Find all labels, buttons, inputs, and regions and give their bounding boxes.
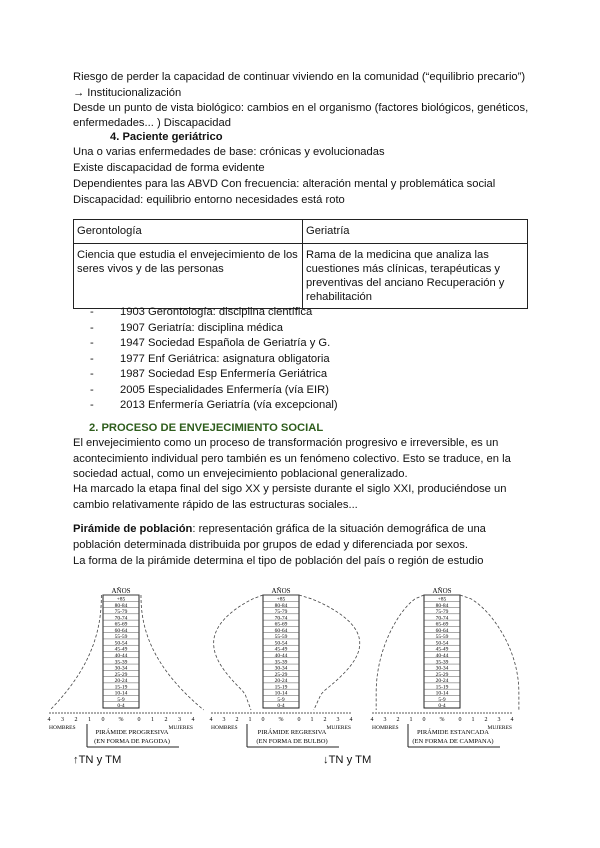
age-group-label: 5-9 xyxy=(117,696,125,703)
x-tick-label: 4 xyxy=(370,717,374,723)
age-group-label: 5-9 xyxy=(277,696,285,703)
axis-label-age: AÑOS xyxy=(111,587,131,595)
bullet-dash: - xyxy=(90,321,94,334)
text-line: Riesgo de perder la capacidad de continuar viviendo en la comunidad (“equilibrio precario”) xyxy=(73,71,526,83)
axis-label-age: AÑOS xyxy=(432,587,452,595)
age-group-label: 40-44 xyxy=(274,653,288,659)
age-group-label: 35-39 xyxy=(435,659,449,666)
age-group-label: 45-49 xyxy=(114,646,128,653)
pyramid-caption: PIRÁMIDE REGRESIVA xyxy=(257,729,327,736)
age-group-label: 70-74 xyxy=(114,615,128,622)
age-group-label: 35-39 xyxy=(274,659,288,666)
table-header: Geriatría xyxy=(303,220,528,244)
age-group-label: 20-24 xyxy=(274,678,288,685)
x-tick-label: 2 xyxy=(74,717,78,723)
age-group-label: 80-84 xyxy=(435,602,449,609)
age-group-label: 75-79 xyxy=(435,609,449,616)
age-group-label: 25-29 xyxy=(274,671,288,678)
timeline-item xyxy=(90,367,327,382)
x-tick-label: 3 xyxy=(336,717,340,723)
timeline-text: 1947 Sociedad Española de Geriatría y G. xyxy=(120,337,331,349)
text-line: → Institucionalización xyxy=(73,87,182,99)
x-tick-label: 1 xyxy=(409,717,413,723)
age-group-label: 50-54 xyxy=(274,640,288,647)
age-group-label: 10-14 xyxy=(114,690,128,697)
label-men: HOMBRES xyxy=(49,725,76,731)
timeline-text: 2013 Enfermería Geriatría (vía excepcional) xyxy=(120,399,338,411)
axis-label-age: AÑOS xyxy=(271,587,291,595)
trend-label: ↑TN y TM xyxy=(73,754,122,766)
section-heading: 4. Paciente geriátrico xyxy=(110,131,223,143)
population-curve-women xyxy=(299,595,360,710)
label-men: HOMBRES xyxy=(372,725,399,731)
age-group-label: 15-19 xyxy=(274,684,288,691)
population-curve-men xyxy=(376,595,424,710)
comparison-table xyxy=(73,219,528,309)
text-line: Desde un punto de vista biológico: cambios en el organismo (factores biológicos, genéticos, xyxy=(73,102,529,114)
x-tick-label: 1 xyxy=(151,717,154,723)
population-pyramids-figure xyxy=(47,583,535,748)
x-tick-label: 1 xyxy=(471,717,475,723)
x-tick-label: 1 xyxy=(88,717,91,723)
age-group-label: 65-69 xyxy=(435,621,449,628)
age-group-label: 10-14 xyxy=(435,690,449,697)
text-line: población determinada distribuida por grupos de edad y diferenciada por sexos. xyxy=(73,539,468,551)
pyramid-caption-sub: (EN FORMA DE PAGODA) xyxy=(94,738,170,745)
x-tick-label: 3 xyxy=(383,717,387,723)
age-group-label: +85 xyxy=(276,596,286,603)
timeline-text: 1987 Sociedad Esp Enfermería Geriátrica xyxy=(120,368,328,380)
text-line xyxy=(73,522,486,537)
age-group-label: 0-4 xyxy=(438,703,446,710)
x-tick-label: 2 xyxy=(235,717,239,723)
trend-label: ↓TN y TM xyxy=(323,754,372,766)
population-curve-women xyxy=(141,595,204,710)
x-tick-label: 1 xyxy=(310,717,314,723)
x-tick-label: 0 xyxy=(422,717,426,723)
age-group-label: 50-54 xyxy=(435,640,449,647)
age-group-label: 30-34 xyxy=(435,665,449,672)
timeline-item xyxy=(90,398,338,413)
text-line: sociedad actual, como un envejecimiento poblacional generalizado. xyxy=(73,468,408,480)
x-tick-label: 3 xyxy=(61,717,64,723)
x-tick-label: 3 xyxy=(222,717,226,723)
timeline-text: 1977 Enf Geriátrica: asignatura obligatoria xyxy=(120,352,330,365)
age-group-label: 20-24 xyxy=(114,678,128,685)
age-group-label: 65-69 xyxy=(274,621,288,628)
x-tick-label: 0 xyxy=(297,717,301,723)
x-tick-label: 2 xyxy=(484,717,488,723)
x-tick-label: 4 xyxy=(47,717,51,723)
x-tick-label: 2 xyxy=(164,717,168,723)
axis-label-percent: % xyxy=(118,717,124,723)
pyramid-caption-sub: (EN FORMA DE CAMPANA) xyxy=(412,738,494,745)
age-group-label: 55-59 xyxy=(435,634,449,641)
bullet-dash: - xyxy=(90,383,94,396)
age-group-label: 15-19 xyxy=(435,684,449,691)
x-tick-label: 4 xyxy=(349,717,353,723)
axis-label-percent: % xyxy=(278,717,284,723)
age-group-label: 40-44 xyxy=(114,653,128,659)
x-tick-label: 1 xyxy=(248,717,252,723)
age-group-label: 70-74 xyxy=(435,615,449,622)
x-tick-label: 4 xyxy=(209,717,213,723)
age-group-label: 55-59 xyxy=(114,634,128,641)
text-line: Dependientes para las ABVD Con frecuencia: alteración mental y problemática social xyxy=(73,178,496,190)
label-men: HOMBRES xyxy=(211,725,238,731)
age-group-label: 5-9 xyxy=(438,696,446,703)
age-group-label: 40-44 xyxy=(435,653,449,659)
age-group-label: 70-74 xyxy=(274,615,288,622)
label-women: MUJERES xyxy=(326,725,351,731)
label-women: MUJERES xyxy=(168,725,193,731)
x-tick-label: 0 xyxy=(458,717,462,723)
x-tick-label: 4 xyxy=(510,717,514,723)
text-line: acontecimiento individual pero también es un fenómeno colectivo. Esto se traduce, en la xyxy=(73,453,511,465)
bullet-dash: - xyxy=(90,368,94,380)
table-header: Gerontología xyxy=(74,220,303,244)
x-tick-label: 2 xyxy=(396,717,400,723)
text-line: Existe discapacidad de forma evidente xyxy=(73,162,265,174)
age-group-label: 80-84 xyxy=(274,602,288,609)
bullet-dash: - xyxy=(90,337,94,349)
age-group-label: 35-39 xyxy=(114,659,128,666)
age-group-label: 10-14 xyxy=(274,690,288,697)
text-line: Una o varias enfermedades de base: crónicas y evolucionadas xyxy=(73,146,385,158)
timeline-item xyxy=(90,383,329,398)
age-group-label: 60-64 xyxy=(114,627,128,634)
population-curve-women xyxy=(460,595,519,710)
age-group-label: 25-29 xyxy=(114,671,128,678)
x-tick-label: 2 xyxy=(323,717,327,723)
text-line: La forma de la pirámide determina el tipo de población del país o región de estudio xyxy=(73,555,484,567)
age-group-label: 15-19 xyxy=(114,684,128,691)
timeline-text: 1903 Gerontología: disciplina científica xyxy=(120,306,313,318)
timeline-item xyxy=(90,305,312,320)
population-curve-men xyxy=(50,595,101,710)
age-group-label: 55-59 xyxy=(274,634,288,641)
text-line: El envejecimiento como un proceso de transformación progresivo e irreversible, es un xyxy=(73,437,499,449)
bullet-dash: - xyxy=(90,352,94,365)
age-group-label: 30-34 xyxy=(114,665,128,672)
timeline-item xyxy=(90,321,283,336)
timeline-item xyxy=(90,336,330,351)
x-tick-label: 4 xyxy=(191,717,195,723)
age-group-label: 75-79 xyxy=(114,609,128,616)
age-group-label: 20-24 xyxy=(435,678,449,685)
timeline-text: 2005 Especialidades Enfermería (vía EIR) xyxy=(120,383,329,396)
age-group-label: 65-69 xyxy=(114,621,128,628)
age-group-label: 25-29 xyxy=(435,671,449,678)
pyramid-caption: PIRÁMIDE PROGRESIVA xyxy=(95,729,169,736)
pyramid-caption-sub: (EN FORMA DE BULBO) xyxy=(256,738,328,745)
age-group-label: 0-4 xyxy=(277,703,285,710)
text-line: Discapacidad: equilibrio entorno necesidades está roto xyxy=(73,194,345,206)
age-group-label: +85 xyxy=(437,596,447,603)
age-group-label: +85 xyxy=(116,596,126,603)
age-group-label: 60-64 xyxy=(435,627,449,634)
text-line: cambio relativamente rápido de las estructuras sociales... xyxy=(73,499,358,511)
text-line: enfermedades... ) Discapacidad xyxy=(73,117,231,129)
x-tick-label: 0 xyxy=(101,717,105,723)
population-curve-men xyxy=(214,595,263,710)
timeline-text: 1907 Geriatría: disciplina médica xyxy=(120,321,283,334)
age-group-label: 60-64 xyxy=(274,627,288,634)
x-tick-label: 3 xyxy=(497,717,501,723)
x-tick-label: 0 xyxy=(137,717,141,723)
axis-label-percent: % xyxy=(439,717,445,723)
bullet-dash: - xyxy=(90,306,94,318)
x-tick-label: 3 xyxy=(178,717,181,723)
definition: : representación gráfica de la situación demográfica de una xyxy=(192,523,486,535)
table-cell: Rama de la medicina que analiza las cuestiones más clínicas, terapéuticas y preventivas del anciano Recuperación y rehabilitación xyxy=(303,244,528,309)
x-tick-label: 0 xyxy=(261,717,265,723)
term: Pirámide de población xyxy=(73,523,193,535)
age-group-label: 0-4 xyxy=(117,703,125,710)
age-group-label: 80-84 xyxy=(114,602,128,609)
timeline-item xyxy=(90,352,330,367)
section-heading: 2. PROCESO DE ENVEJECIMIENTO SOCIAL xyxy=(89,422,324,434)
pyramid-caption: PIRÁMIDE ESTANCADA xyxy=(417,729,489,736)
text-line: Ha marcado la etapa final del sigo XX y persiste durante el siglo XXI, produciéndose un xyxy=(73,483,507,495)
age-group-label: 75-79 xyxy=(274,609,288,616)
age-group-label: 45-49 xyxy=(435,646,449,653)
age-group-label: 50-54 xyxy=(114,640,128,647)
bullet-dash: - xyxy=(90,399,94,411)
label-women: MUJERES xyxy=(487,725,512,731)
table-cell: Ciencia que estudia el envejecimiento de los seres vivos y de las personas xyxy=(74,244,303,309)
age-group-label: 45-49 xyxy=(274,646,288,653)
age-group-label: 30-34 xyxy=(274,665,288,672)
